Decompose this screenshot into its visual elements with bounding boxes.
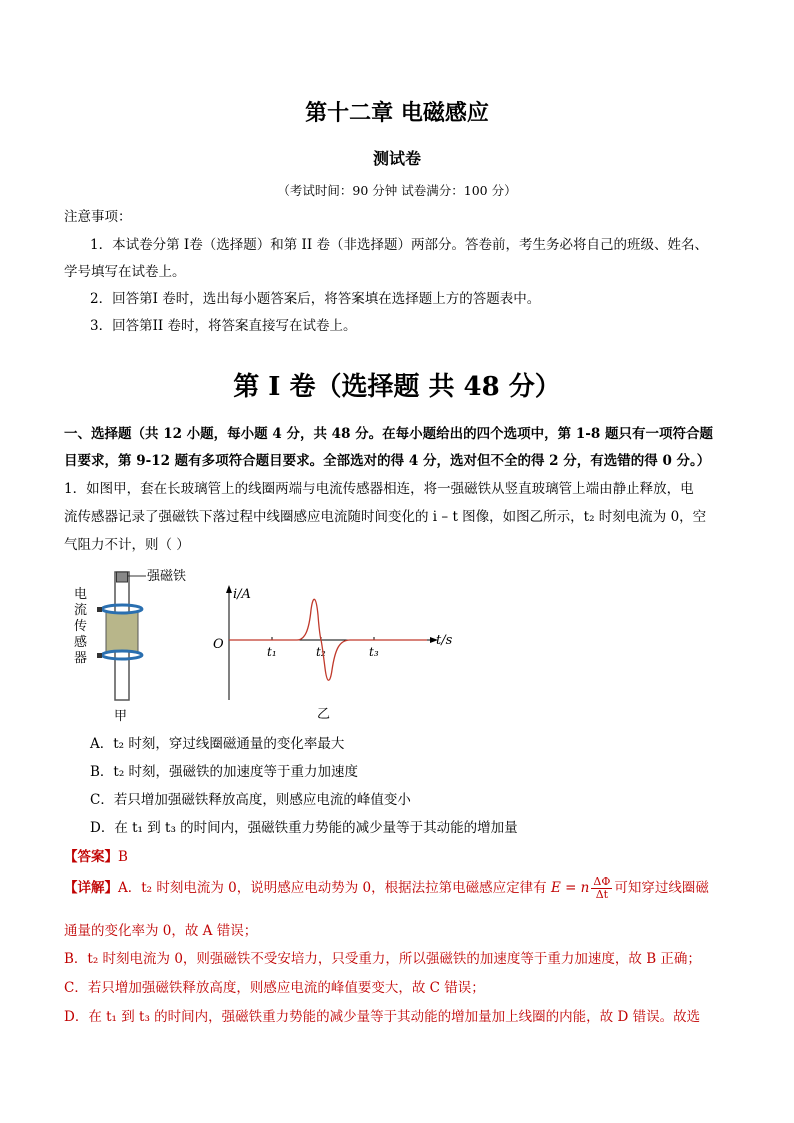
tick-label-t2: t₂	[316, 645, 326, 659]
section-title: 第 I 卷（选择题 共 48 分）	[233, 372, 561, 402]
detail-c: C．若只增加强磁铁释放高度，则感应电流的峰值要变大，故 C 错误；	[64, 980, 485, 996]
question-1-line-2: 流传感器记录了强磁铁下落过程中线圈感应电流随时间变化的 i – t 图像，如图乙所示，t₂ 时刻电流为 0，空	[64, 509, 707, 525]
figure-jia	[70, 562, 210, 727]
section-instructions-line-1: 一、选择题（共 12 小题，每小题 4 分，共 48 分。在每小题给出的四个选项中，第 1-8 题只有一项符合题	[64, 426, 713, 442]
figure-yi	[205, 580, 465, 725]
question-1-line-3: 气阻力不计，则（ ）	[64, 537, 190, 553]
figure-jia-caption: 甲	[114, 709, 128, 724]
x-axis-label: t/s	[436, 633, 453, 648]
terminal-bottom	[97, 653, 102, 658]
page-subtitle: 测试卷	[372, 149, 421, 168]
detail-b: B．t₂ 时刻电流为 0，则强磁铁不受安培力，只受重力，所以强磁铁的加速度等于重力加速度，故 B 正确；	[64, 951, 701, 967]
sensor-label-2: 流	[74, 603, 88, 618]
note-item-1-line-1: 1．本试卷分第 I卷（选择题）和第 II 卷（非选择题）两部分。答卷前，考生务必将自己的班级、姓名、	[90, 237, 708, 253]
magnet-label: 强磁铁	[147, 569, 187, 584]
sensor-label-4: 感	[74, 635, 88, 650]
notes-heading: 注意事项：	[64, 209, 132, 225]
tick-label-t3: t₃	[369, 645, 379, 659]
note-item-1-line-2: 学号填写在试卷上。	[64, 264, 186, 280]
note-item-2: 2．回答第I 卷时，选出每小题答案后，将答案填在选择题上方的答题表中。	[90, 291, 541, 307]
option-d: D．在 t₁ 到 t₃ 的时间内，强磁铁重力势能的减少量等于其动能的增加量	[90, 820, 518, 836]
option-b: B．t₂ 时刻，强磁铁的加速度等于重力加速度	[90, 764, 359, 780]
detail-line-a	[64, 876, 709, 901]
detail-a-part-1: A．t₂ 时刻电流为 0，说明感应电动势为 0，根据法拉第电磁感应定律有	[118, 880, 551, 896]
sensor-label-3: 传	[74, 619, 88, 634]
detail-a-part-2: 可知穿过线圈磁	[614, 880, 709, 896]
detail-a-line-2: 通量的变化率为 0，故 A 错误；	[64, 923, 258, 939]
formula-fraction	[591, 876, 612, 901]
exam-meta: （考试时间：90 分钟 试卷满分：100 分）	[277, 183, 517, 198]
figure-yi-caption: 乙	[317, 707, 331, 722]
y-axis-arrow	[226, 585, 232, 593]
sensor-label-1: 电	[74, 587, 88, 602]
detail-tag: 【详解】	[64, 880, 118, 896]
answer-tag: 【答案】	[64, 849, 118, 865]
coil	[106, 612, 138, 652]
sensor-label-5: 器	[74, 651, 88, 666]
question-1-line-1: 1．如图甲，套在长玻璃管上的线圈两端与电流传感器相连，将一强磁铁从竖直玻璃管上端由静止释放，电	[64, 481, 694, 497]
page-title: 第十二章 电磁感应	[305, 100, 489, 126]
formula-numerator: ΔΦ	[593, 875, 611, 888]
magnet-icon	[117, 572, 128, 582]
terminal-top	[97, 607, 102, 612]
tick-label-t1: t₁	[267, 645, 277, 659]
section-instructions-line-2: 目要求，第 9-12 题有多项符合题目要求。全部选对的得 4 分，选对但不全的得 2 分，有选错的得 0 分。）	[64, 453, 711, 469]
note-item-3: 3．回答第II 卷时，将答案直接写在试卷上。	[90, 318, 357, 334]
formula-denominator: Δt	[595, 888, 609, 901]
answer-line	[64, 848, 128, 866]
formula-lhs: E = n	[550, 880, 590, 896]
answer-value: B	[118, 849, 128, 865]
origin-label: O	[213, 637, 224, 652]
option-a: A．t₂ 时刻，穿过线圈磁通量的变化率最大	[90, 736, 345, 752]
y-axis-label: i/A	[233, 587, 251, 602]
option-c: C．若只增加强磁铁释放高度，则感应电流的峰值变小	[90, 792, 411, 808]
detail-d: D．在 t₁ 到 t₃ 的时间内，强磁铁重力势能的减少量等于其动能的增加量加上线圈的内能，故 D 错误。故选	[64, 1009, 701, 1025]
